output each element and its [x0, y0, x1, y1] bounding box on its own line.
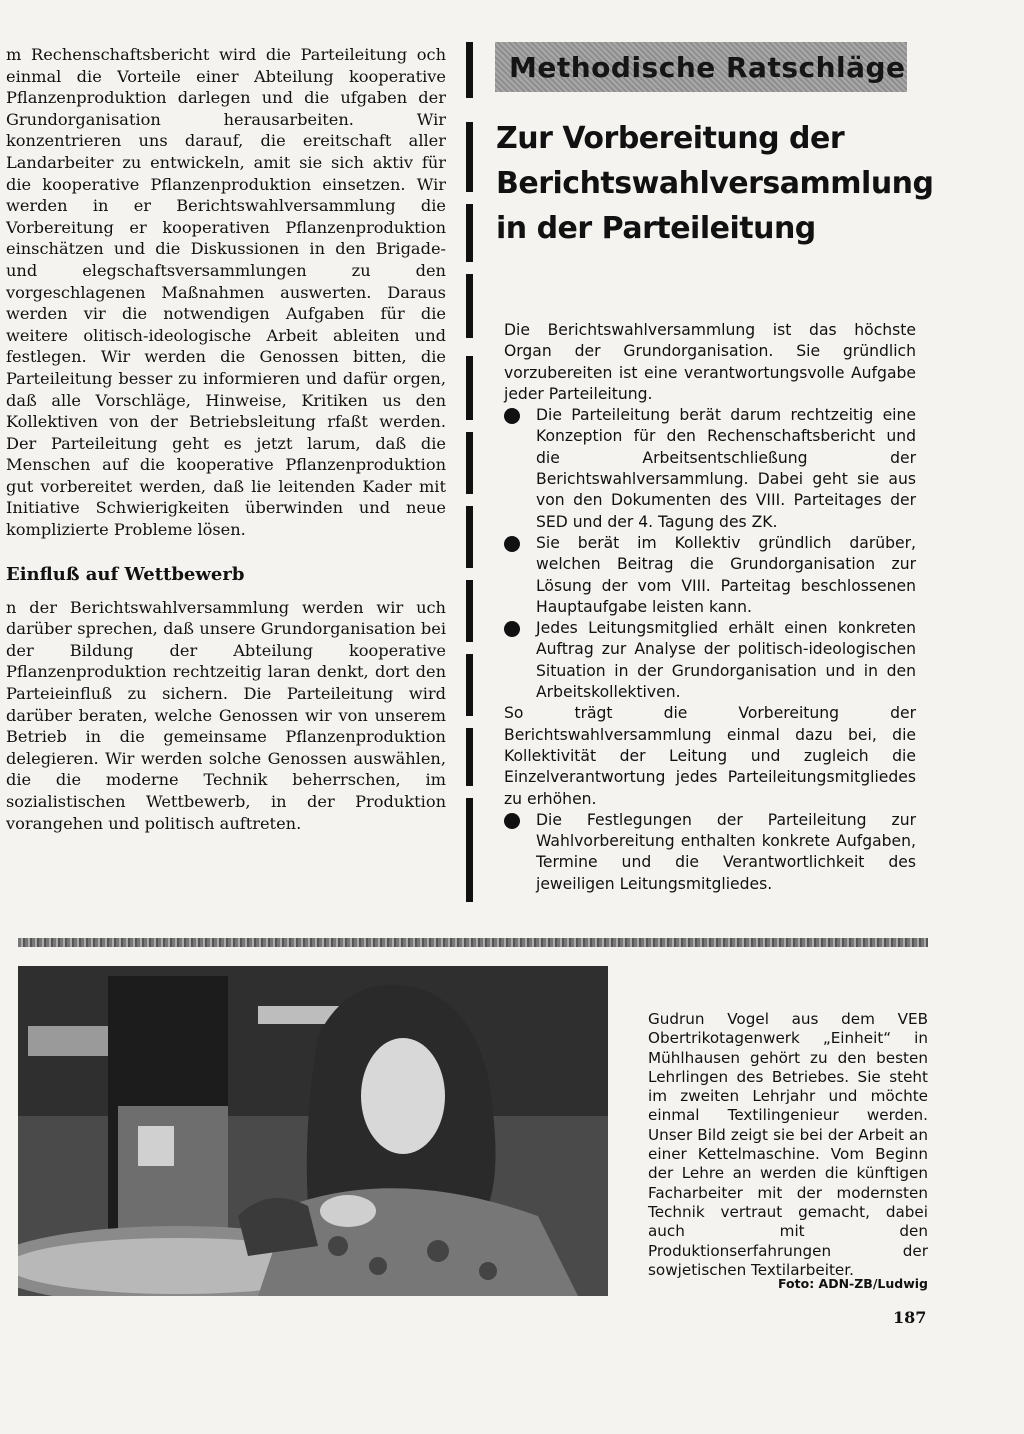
vertical-rule — [466, 728, 473, 786]
right-column — [504, 320, 916, 895]
kicker-banner: Methodische Ratschläge — [495, 42, 907, 92]
bullet-list — [504, 405, 916, 703]
subheading: Einfluß auf Wettbewerb — [6, 563, 245, 585]
list-item — [504, 533, 916, 618]
photo-caption: Gudrun Vogel aus dem VEB Obertrikotagenwerk „Einheit“ in Mühlhausen gehört zu den besten Lehrlingen des Betriebes. Sie steht im zweiten Lehrjahr und möchte einmal Textilingenieur werden. Unser Bild zeigt sie bei der Arbeit an einer Kettelmaschine. Vom Beginn der Lehre an werden die künftigen Facharbeiter mit der modernsten Technik vertraut gemacht, dabei auch mit den Produktionserfahrungen der sowjetischen Textilarbeiter. — [648, 1010, 928, 1279]
vertical-rule — [466, 274, 473, 338]
vertical-rule — [466, 356, 473, 420]
list-item-text: Jedes Leitungsmitglied erhält einen konkreten Auftrag zur Analyse der politisch-ideologischen Situation in der Grundorganisation und in den Arbeitskollektiven. — [536, 619, 916, 702]
headline: Zur Vorbereitung der Berichtswahlversammlung in der Parteileitung — [496, 121, 934, 246]
list-item-text: Die Parteileitung berät darum rechtzeitig eine Konzeption für den Rechenschaftsbericht und die Arbeitsentschließung der Berichtswahlversammlung. Dabei geht sie aus von den Dokumenten des VIII. Parteitages der SED und der 4. Tagung des ZK. — [536, 406, 916, 531]
vertical-rule — [466, 122, 473, 192]
list-item — [504, 618, 916, 703]
vertical-rule — [466, 654, 473, 716]
vertical-rule — [466, 506, 473, 568]
bullet-dot-icon — [504, 621, 520, 637]
page-number: 187 — [893, 1308, 927, 1327]
intro-paragraph: Die Berichtswahlversammlung ist das höchste Organ der Grundorganisation. Sie gründlich vorzubereiten ist eine verantwortungsvolle Aufgabe jeder Parteileitung. — [504, 321, 916, 403]
list-item — [504, 810, 916, 895]
left-paragraph-2: n der Berichtswahlversammlung werden wir uch darüber sprechen, daß unsere Grundorganisation bei der Bildung der Abteilung kooperative Pflanzenproduktion rechtzeitig laran denkt, dort den Parteieinfluß zu sichern. Die Parteileitung wird darüber beraten, welche Genossen wir von unserem Betrieb in die gemeinsame Pflanzenproduktion delegieren. Wir werden solche Genossen auswählen, die die moderne Technik beherrschen, im sozialistischen Wettbewerb, in der Produktion vorangehen und politisch auftreten. — [6, 597, 446, 833]
bullet-dot-icon — [504, 536, 520, 552]
middle-paragraph: So trägt die Vorbereitung der Berichtswahlversammlung einmal dazu bei, die Kollektivität der Leitung und zugleich die Einzelverantwortung jedes Parteileitungsmitgliedes zu erhöhen. — [504, 704, 916, 808]
vertical-rule — [466, 204, 473, 262]
photo-illustration — [18, 966, 608, 1296]
list-item — [504, 405, 916, 533]
vertical-rule — [466, 798, 473, 902]
bullet-dot-icon — [504, 408, 520, 424]
vertical-rule — [466, 580, 473, 642]
photo — [18, 966, 608, 1296]
section-divider — [18, 938, 928, 947]
left-column — [6, 44, 446, 834]
list-item-text: Sie berät im Kollektiv gründlich darüber, welchen Beitrag die Grundorganisation zur Lösung der vom VIII. Parteitag beschlossenen Hauptaufgabe leisten kann. — [536, 533, 916, 616]
photo-credit: Foto: ADN-ZB/Ludwig — [778, 1276, 928, 1291]
bullet-dot-icon — [504, 813, 520, 829]
list-item-text: Die Festlegungen der Parteileitung zur Wahlvorbereitung enthalten konkrete Aufgaben, Termine und die Verantwortlichkeit des jeweiligen Leitungsmitgliedes. — [536, 810, 916, 893]
left-paragraph-1: m Rechenschaftsbericht wird die Parteileitung och einmal die Vorteile einer Abteilung kooperative Pflanzenproduktion darlegen und die ufgaben der Grundorganisation herausarbeiten. Wir konzentrieren uns darauf, die ereitschaft aller Landarbeiter zu entwickeln, amit sie sich aktiv für die kooperative Pflanzenproduktion einsetzen. Wir werden in er Berichtswahlversammlung die Vorbereitung er kooperativen Pflanzenproduktion einschätzen und die Diskussionen in den Brigade- und elegschaftsversammlungen zu den vorgeschlagenen Maßnahmen auswerten. Daraus werden vir die notwendigen Aufgaben für die weitere olitisch-ideologische Arbeit ableiten und festlegen. Wir werden die Genossen bitten, die Parteileitung besser zu informieren und dafür orgen, daß alle Vorschläge, Hinweise, Kritiken us den Kollektiven von der Betriebsleitung rfaßt werden. Der Parteileitung geht es jetzt larum, daß die Menschen auf die kooperative Pflanzenproduktion gut vorbereitet werden, daß lie leitenden Kader mit Initiative Schwierigkeiten überwinden und neue komplizierte Probleme lösen. — [6, 45, 446, 540]
vertical-rule — [466, 42, 473, 98]
bullet-list-2 — [504, 810, 916, 895]
vertical-rule — [466, 432, 473, 494]
